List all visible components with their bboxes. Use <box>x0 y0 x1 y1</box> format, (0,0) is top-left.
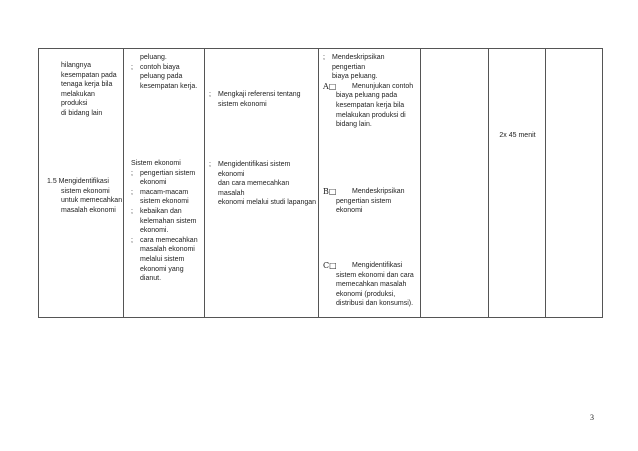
text-line: sistem ekonomi <box>140 198 189 206</box>
page-number: 3 <box>590 413 594 422</box>
bullet-b: B□ <box>323 187 337 196</box>
text-line: memecahkan masalah <box>336 281 407 289</box>
text-line: ekonomi yang <box>140 265 184 273</box>
material-continuation <box>131 53 203 91</box>
text-line: biaya peluang. <box>332 73 378 81</box>
bullet-c: C□ <box>323 261 337 270</box>
text-line: tenaga kerja bila <box>61 81 113 89</box>
indicators-top <box>323 53 419 130</box>
text-line: masalah ekonomi <box>61 206 116 214</box>
material-heading: Sistem ekonomi <box>131 160 181 167</box>
text-line: hilangnya <box>61 62 91 69</box>
indicator-b <box>323 187 419 216</box>
text-line: sistem ekonomi <box>61 187 110 195</box>
text-line: pengertian sistem ekonomi <box>336 197 392 215</box>
text-line: kebaikan dan <box>140 207 182 215</box>
text-line: melalui sistem <box>140 255 185 263</box>
column-divider <box>488 49 489 317</box>
text-line: Mendeskripsikan <box>352 188 405 195</box>
text-line: Mengidentifikasi <box>352 262 403 269</box>
text-line: sistem ekonomi dan cara <box>336 271 414 279</box>
list-item <box>323 261 419 309</box>
text-line: di bidang lain <box>61 109 103 117</box>
text-line: pengertian sistem <box>140 169 196 177</box>
activity-1 <box>209 90 317 109</box>
activity-2 <box>209 160 317 208</box>
text-line: kelemahan sistem <box>140 217 197 225</box>
text-line: ekonomi (produksi, <box>336 290 396 298</box>
text-line: peluang pada <box>140 73 183 81</box>
text-line: biaya peluang pada <box>336 92 398 100</box>
column-divider <box>420 49 421 317</box>
list-item <box>323 82 419 130</box>
list-item <box>131 63 203 92</box>
text-line: ekonomi melalui studi lapangan <box>218 199 317 207</box>
text-line: Mendeskripsikan pengertian <box>332 54 385 71</box>
list-item <box>323 187 419 216</box>
text-line: kesempatan kerja bila <box>336 101 405 109</box>
text-line: Mengidentifikasi sistem ekonomi <box>218 161 291 178</box>
text-line: Menunjukan contoh <box>352 82 414 90</box>
text-line: untuk memecahkan <box>61 197 123 205</box>
list-item <box>131 53 203 63</box>
text-line: Mengkaji referensi tentang <box>218 91 301 98</box>
text-line: dianut. <box>140 275 162 283</box>
column-divider <box>545 49 546 317</box>
column-divider <box>204 49 205 317</box>
list-item <box>131 188 203 207</box>
text-line: ekonomi. <box>140 227 169 235</box>
list-item <box>209 160 317 208</box>
time-value: 2x 45 menit <box>499 132 536 139</box>
text-line: sistem ekonomi <box>218 100 267 108</box>
bullet: ; <box>131 188 133 196</box>
list-item <box>131 236 203 284</box>
competency-1-5 <box>47 177 123 215</box>
indicator-c <box>323 261 419 309</box>
bullet: ; <box>131 236 133 244</box>
text-line: kesempatan pada <box>61 71 117 79</box>
text-line: peluang. <box>140 54 167 61</box>
text-line: kesempatan kerja. <box>140 82 198 90</box>
material-sistem-ekonomi <box>131 159 203 284</box>
text-line: melakukan produksi <box>61 90 95 108</box>
text-line: ekonomi <box>140 179 167 187</box>
bullet: ; <box>209 161 211 168</box>
bullet: ; <box>131 169 133 177</box>
syllabus-table <box>38 48 603 318</box>
list-item <box>131 169 203 188</box>
time-allocation <box>491 131 544 141</box>
text-line: bidang lain. <box>336 121 372 129</box>
text-line: melakukan produksi di <box>336 111 406 119</box>
competency-continuation <box>61 61 123 119</box>
list-item <box>323 53 419 82</box>
text-line: masalah ekonomi <box>140 246 195 254</box>
column-divider <box>318 49 319 317</box>
text-line: distribusi dan konsumsi). <box>336 300 414 308</box>
list-item <box>131 207 203 236</box>
bullet-a: A□ <box>323 81 337 91</box>
bullet: ; <box>323 54 325 61</box>
bullet: ; <box>131 207 133 215</box>
column-divider <box>123 49 124 317</box>
bullet: ; <box>209 91 211 98</box>
list-item <box>209 90 317 109</box>
text-line: 1.5 Mengidentifikasi <box>47 178 109 185</box>
text-line: cara memecahkan <box>140 236 198 244</box>
text-line: dan cara memecahkan masalah <box>218 180 290 197</box>
text-line: macam-macam <box>140 188 189 196</box>
bullet: ; <box>131 63 133 71</box>
text-line: contoh biaya <box>140 63 180 71</box>
